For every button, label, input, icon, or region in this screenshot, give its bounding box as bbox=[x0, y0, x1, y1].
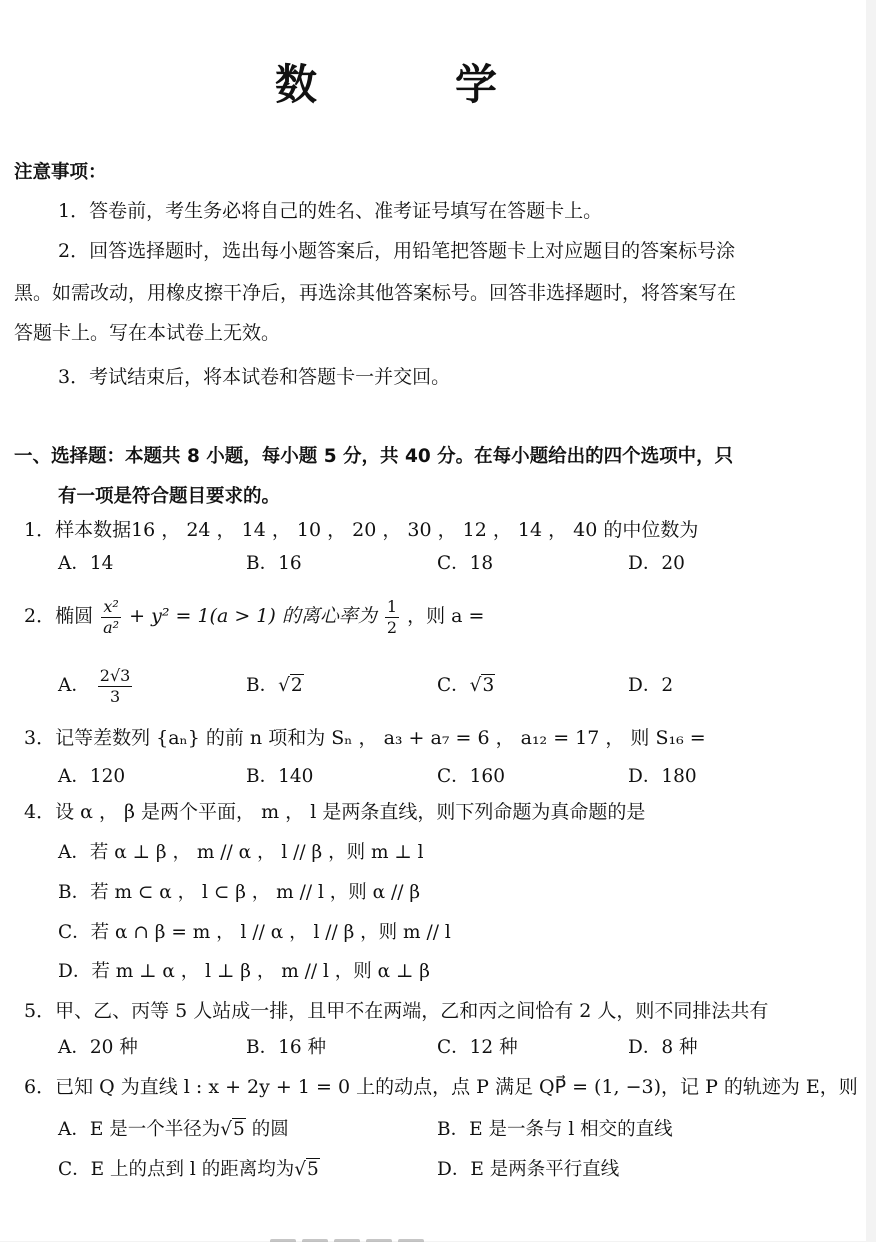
q3-option-a: A．120 bbox=[58, 766, 126, 787]
q2-option-d: D．2 bbox=[628, 675, 674, 696]
notice-item-1: 1．答卷前，考生务必将自己的姓名、准考证号填写在答题卡上。 bbox=[58, 200, 603, 222]
section-heading: 一、选择题：本题共 8 小题，每小题 5 分，共 40 分。在每小题给出的四个选项中，只 bbox=[14, 446, 734, 467]
q2-option-b bbox=[246, 672, 304, 700]
q5-option-a: A．20 种 bbox=[58, 1037, 138, 1058]
q6-option-a bbox=[58, 1116, 289, 1144]
q2-option-c-sqrt: √3 bbox=[469, 675, 495, 696]
q5-option-b: B．16 种 bbox=[246, 1037, 327, 1058]
q6-option-c-sqrt: √5 bbox=[294, 1159, 319, 1180]
q5-option-c: C．12 种 bbox=[437, 1037, 518, 1058]
notice-item-2: 2．回答选择题时，选出每小题答案后，用铅笔把答题卡上对应题目的答案标号涂 bbox=[58, 240, 736, 262]
q3-option-d: D．180 bbox=[628, 766, 697, 787]
q3-option-c: C．160 bbox=[437, 766, 505, 787]
q6-option-a-rad: 5 bbox=[233, 1119, 245, 1140]
notice-heading: 注意事项： bbox=[14, 162, 107, 183]
notice-item-2-cont2: 答题卡上。写在本试卷上无效。 bbox=[14, 322, 281, 344]
q2-option-a-num: 2√3 bbox=[99, 665, 131, 685]
q2-option-c bbox=[437, 672, 495, 700]
q4-option-c: C．若 α ∩ β = m ， l // α ， l // β ，则 m // l bbox=[58, 922, 451, 943]
q2-equation: + y² = 1(a > 1) 的离心率为 bbox=[129, 605, 377, 627]
question-1-stem: 1．样本数据16 ， 24 ， 14 ， 10 ， 20 ， 30 ， 12 ， 14 ， 40 的中位数为 bbox=[24, 519, 699, 541]
q4-option-a: A．若 α ⊥ β ， m // α ， l // β ，则 m ⊥ l bbox=[58, 842, 424, 863]
question-3-stem: 3．记等差数列 {aₙ} 的前 n 项和为 Sₙ ， a₃ + a₇ = 6 ， a₁₂ = 17 ， 则 S₁₆ = bbox=[24, 727, 706, 749]
q6-option-a-post: 的圆 bbox=[245, 1119, 289, 1140]
notice-item-3: 3．考试结束后，将本试卷和答题卡一并交回。 bbox=[58, 366, 451, 388]
q2-half-num: 1 bbox=[386, 596, 398, 616]
q2-frac-den: a² bbox=[103, 617, 120, 637]
q6-option-c-rad: 5 bbox=[307, 1159, 319, 1180]
q2-option-a-den: 3 bbox=[109, 686, 121, 706]
notice-item-2-cont: 黑。如需改动，用橡皮擦干净后，再选涂其他答案标号。回答非选择题时，将答案写在 bbox=[14, 282, 737, 304]
q1-option-b: B．16 bbox=[246, 553, 302, 574]
q1-option-c: C．18 bbox=[437, 553, 494, 574]
q2-option-b-sqrt: √2 bbox=[278, 675, 303, 696]
q1-option-d: D．20 bbox=[628, 553, 685, 574]
q4-option-d: D．若 m ⊥ α ， l ⊥ β ， m // l ，则 α ⊥ β bbox=[58, 961, 430, 982]
q2-fraction bbox=[101, 597, 121, 638]
q5-option-d: D．8 种 bbox=[628, 1037, 698, 1058]
q6-option-b: B．E 是一条与 l 相交的直线 bbox=[437, 1119, 673, 1140]
section-heading-cont: 有一项是符合题目要求的。 bbox=[58, 486, 281, 507]
q2-option-a-frac bbox=[98, 666, 133, 707]
q2-option-a-label: A． bbox=[58, 675, 90, 696]
page-title: 数 学 bbox=[274, 60, 545, 109]
q6-option-a-text: A．E 是一个半径为 bbox=[58, 1119, 221, 1140]
question-2-stem bbox=[24, 590, 484, 642]
q2-half bbox=[385, 597, 399, 638]
q2-prefix: 2．椭圆 bbox=[24, 605, 94, 627]
q2-frac-num: x² bbox=[101, 597, 121, 618]
q2-tail: ，则 a = bbox=[407, 605, 485, 627]
q2-half-den: 2 bbox=[386, 617, 398, 637]
q6-option-a-sqrt: √5 bbox=[220, 1119, 245, 1140]
q2-option-b-label: B． bbox=[246, 675, 279, 696]
question-6-stem: 6．已知 Q 为直线 l : x + 2y + 1 = 0 上的动点，点 P 满足 QP⃗ = (1, −3)，记 P 的轨迹为 E，则 bbox=[24, 1076, 858, 1098]
q2-option-c-rad: 3 bbox=[482, 675, 495, 696]
q6-option-c-text: C．E 上的点到 l 的距离均为 bbox=[58, 1159, 295, 1180]
q6-option-d: D．E 是两条平行直线 bbox=[437, 1159, 620, 1180]
question-5-stem: 5．甲、乙、丙等 5 人站成一排，且甲不在两端，乙和丙之间恰有 2 人，则不同排法共有 bbox=[24, 1000, 769, 1022]
question-4-stem: 4．设 α ， β 是两个平面， m ， l 是两条直线，则下列命题为真命题的是 bbox=[24, 801, 646, 823]
q3-option-b: B．140 bbox=[246, 766, 314, 787]
q6-option-c bbox=[58, 1156, 320, 1184]
q4-option-b: B．若 m ⊂ α ， l ⊂ β ， m // l ，则 α // β bbox=[58, 882, 421, 903]
q1-option-a: A．14 bbox=[58, 553, 114, 574]
q2-option-c-label: C． bbox=[437, 675, 470, 696]
q2-option-b-rad: 2 bbox=[290, 675, 303, 696]
q2-option-a bbox=[58, 660, 134, 712]
